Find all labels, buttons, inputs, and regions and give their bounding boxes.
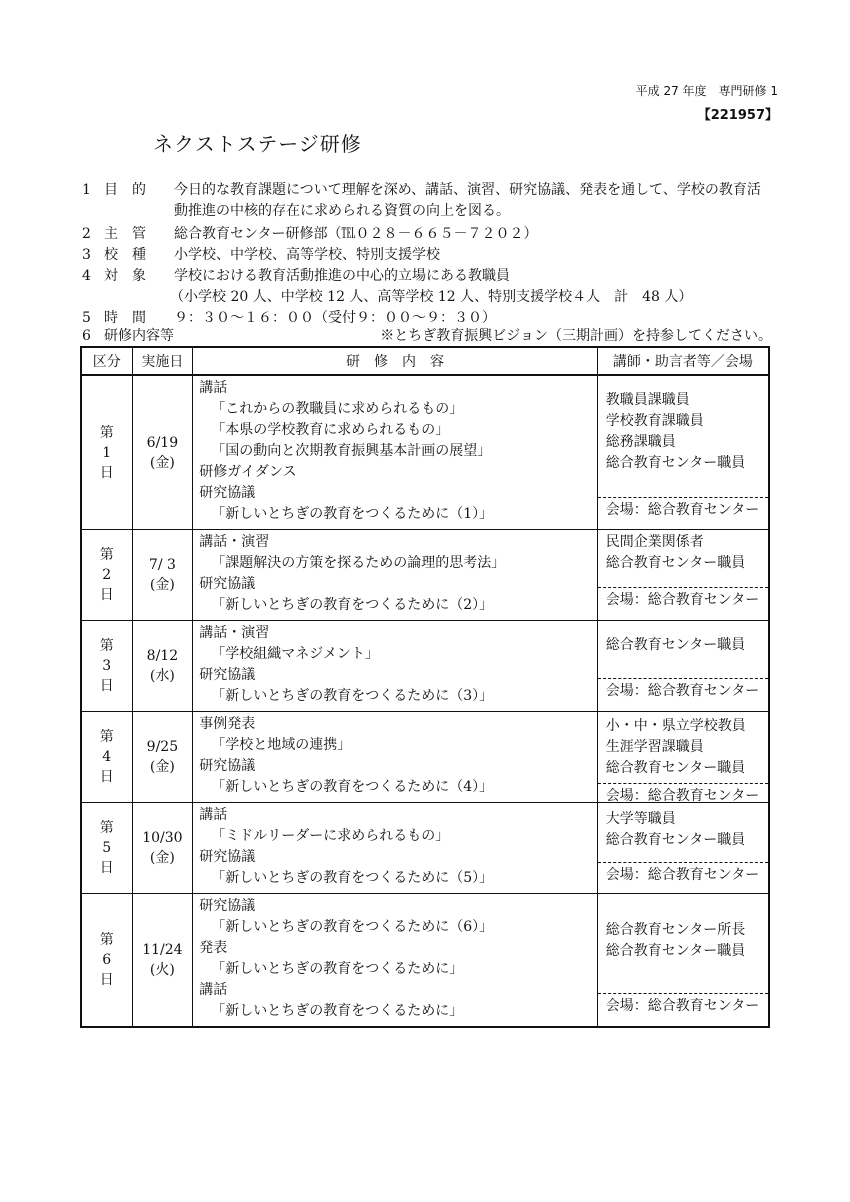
cell-instructors [597,894,769,1028]
instructor-venue-wrap [598,621,768,703]
content-topic: 「学校組織マネジメント」 [211,646,379,662]
day-char: 第 [99,932,114,948]
content-type: 講話 [199,982,228,998]
info-num: 1 [82,182,91,198]
date-text: 8/12 [146,648,179,664]
content-topic: 「新しいとちぎの教育をつくるために（1）」 [211,506,494,522]
content-type: 発表 [199,940,228,956]
info-label: 対 象 [104,268,146,284]
content-type: 事例発表 [199,716,256,732]
day-char: 日 [99,464,114,481]
content-topic: 「新しいとちぎの教育をつくるために」 [211,1003,464,1019]
day-char: 1 [102,444,112,461]
info-value: 小学校、中学校、高等学校、特別支援学校 [174,247,440,263]
info-label: 時 間 [104,310,146,326]
instructor-name: 大学等職員 [605,811,676,827]
info-purpose [82,180,772,222]
instructor-list [598,712,768,783]
cell-day [81,530,132,621]
day-char: 4 [102,749,112,765]
date-text: 6/19 [146,434,179,451]
content-topic: 「課題解決の方策を探るための論理的思考法」 [211,555,506,571]
day-char: 第 [99,729,114,745]
cell-day [81,621,132,712]
instructor-name: 教職員課職員 [605,392,690,408]
info-content [82,326,772,347]
day-char: 日 [99,972,114,988]
table-row [81,530,769,621]
info-organizer [82,224,772,245]
instructor-name: 生涯学習課職員 [605,739,704,755]
cell-content [193,712,597,803]
content-type: 研修ガイダンス [199,464,297,480]
col-header-date: 実施日 [132,347,193,375]
cell-date [132,894,193,1028]
info-label: 研修内容等 [104,328,174,344]
content-topic: 「新しいとちぎの教育をつくるために（5）」 [211,870,494,886]
instructor-name: 学校教育課職員 [605,413,704,429]
cell-day [81,894,132,1028]
cell-instructors [597,621,769,712]
day-char: 日 [99,860,114,876]
col-header-instructors: 講師・助言者等／会場 [597,347,769,375]
content-topic: 「これからの教職員に求められるもの」 [211,401,464,417]
day-char: 日 [99,678,114,694]
content-topic: 「新しいとちぎの教育をつくるために（4）」 [211,779,494,795]
info-value: ９：３０～１６：００（受付９：００～９：３０） [174,310,496,326]
cell-instructors [597,375,769,530]
weekday-text: (金) [149,850,175,866]
day-char: 日 [99,769,114,785]
content-type: 研究協議 [199,758,256,774]
date-text: 7/ 3 [148,557,176,573]
instructor-name: 総合教育センター職員 [605,943,746,959]
info-value: 学校における教育活動推進の中心的立場にある教職員 [174,268,510,284]
content-topic: 「新しいとちぎの教育をつくるために（2）」 [211,597,494,613]
cell-content [193,530,597,621]
instructor-name: 総合教育センター所長 [605,922,746,938]
instructor-list [598,530,768,587]
table-row [81,803,769,894]
info-label: 校 種 [104,247,146,263]
venue-label: 会場：総合教育センター [598,993,768,1018]
schedule-table [80,346,770,1028]
info-num: 2 [82,226,91,242]
cell-date [132,375,193,530]
content-topic: 「ミドルリーダーに求められるもの」 [211,828,450,844]
content-type: 研究協議 [199,898,256,914]
instructor-name: 民間企業関係者 [605,534,704,550]
content-topic: 「新しいとちぎの教育をつくるために（3）」 [211,688,494,704]
content-type: 研究協議 [199,485,256,501]
day-char: 第 [99,820,114,836]
content-type: 講話 [199,380,228,396]
day-char: 6 [102,952,112,968]
cell-content [193,803,597,894]
info-num: 3 [82,247,91,263]
cell-day [81,712,132,803]
table-row [81,621,769,712]
info-target-breakdown: （小学校 20 人、中学校 12 人、高等学校 12 人、特別支援学校４人 計 48 人） [170,289,693,305]
info-label: 主 管 [104,226,146,242]
day-char: 第 [99,547,114,563]
info-note: ※とちぎ教育振興ビジョン（三期計画）を持参してください。 [380,328,772,344]
instructor-name: 総合教育センター職員 [605,760,746,776]
weekday-text: (火) [149,962,175,978]
date-text: 10/30 [142,830,183,846]
table-row [81,712,769,803]
day-char: 日 [99,587,114,603]
col-header-content: 研 修 内 容 [193,347,597,375]
venue-label: 会場：総合教育センター [598,862,768,887]
instructor-name: 総合教育センター職員 [605,455,746,471]
cell-content [193,375,597,530]
day-char: 5 [102,840,112,856]
cell-date [132,621,193,712]
date-text: 9/25 [146,739,179,755]
cell-instructors [597,803,769,894]
weekday-text: (水) [149,668,175,684]
table-row [81,375,769,530]
info-num: 4 [82,268,91,284]
content-type: 研究協議 [199,849,256,865]
instructor-name: 総合教育センター職員 [605,637,746,653]
instructor-venue-wrap [598,712,768,804]
venue-label: 会場：総合教育センター [598,783,768,808]
col-header-division: 区分 [81,347,132,375]
course-code: 【221957】 [697,108,778,123]
cell-day [81,803,132,894]
weekday-text: (金) [149,577,175,593]
instructor-name: 総務課職員 [605,434,676,450]
cell-date [132,803,193,894]
cell-content [193,621,597,712]
year-course-label: 平成 27 年度 専門研修 1 [635,84,778,98]
content-type: 研究協議 [199,667,256,683]
weekday-text: (金) [149,759,175,775]
cell-instructors [597,530,769,621]
content-type: 講話・演習 [199,534,270,550]
content-topic: 「新しいとちぎの教育をつくるために（6）」 [211,919,494,935]
table-header-row [81,347,769,375]
instructor-name: 総合教育センター職員 [605,555,746,571]
content-topic: 「学校と地域の連携」 [211,737,352,753]
content-topic: 「新しいとちぎの教育をつくるために」 [211,961,464,977]
weekday-text: (金) [149,454,175,471]
venue-label: 会場：総合教育センター [598,678,768,703]
cell-content [193,894,597,1028]
page-title: ネクストステージ研修 [153,132,362,156]
venue-label: 会場：総合教育センター [598,587,768,612]
cell-date [132,530,193,621]
cell-date [132,712,193,803]
instructor-name: 総合教育センター職員 [605,832,746,848]
date-text: 11/24 [142,942,183,958]
content-type: 研究協議 [199,576,256,592]
info-school-types [82,245,772,266]
instructor-list [598,803,768,862]
info-num: 5 [82,310,91,326]
instructor-venue-wrap [598,894,768,1018]
instructor-list [598,621,768,678]
instructor-venue-wrap [598,376,768,522]
content-type: 講話・演習 [199,625,270,641]
content-type: 講話 [199,807,228,823]
instructor-name: 小・中・県立学校教員 [605,718,746,734]
info-num: 6 [82,328,91,344]
day-char: 2 [102,567,112,583]
instructor-venue-wrap [598,803,768,887]
cell-day [81,375,132,530]
day-char: 第 [99,424,114,441]
table-row [81,894,769,1028]
info-label: 目 的 [104,182,146,198]
info-value: 今日的な教育課題について理解を深め、講話、演習、研究協議、発表を通して、学校の教育活動推進の中核的存在に求められる資質の向上を図る。 [174,182,761,219]
cell-instructors [597,712,769,803]
content-topic: 「国の動向と次期教育振興基本計画の展望」 [211,443,492,459]
info-value: 総合教育センター研修部（℡０２８－６６５－７２０２） [174,226,538,242]
instructor-list [598,376,768,497]
day-char: 3 [102,658,112,674]
info-target [82,266,772,308]
day-char: 第 [99,638,114,654]
instructor-venue-wrap [598,530,768,612]
venue-label: 会場：総合教育センター [598,497,768,522]
instructor-list [598,894,768,993]
content-topic: 「本県の学校教育に求められるもの」 [211,422,450,438]
schedule-body [81,375,769,1027]
